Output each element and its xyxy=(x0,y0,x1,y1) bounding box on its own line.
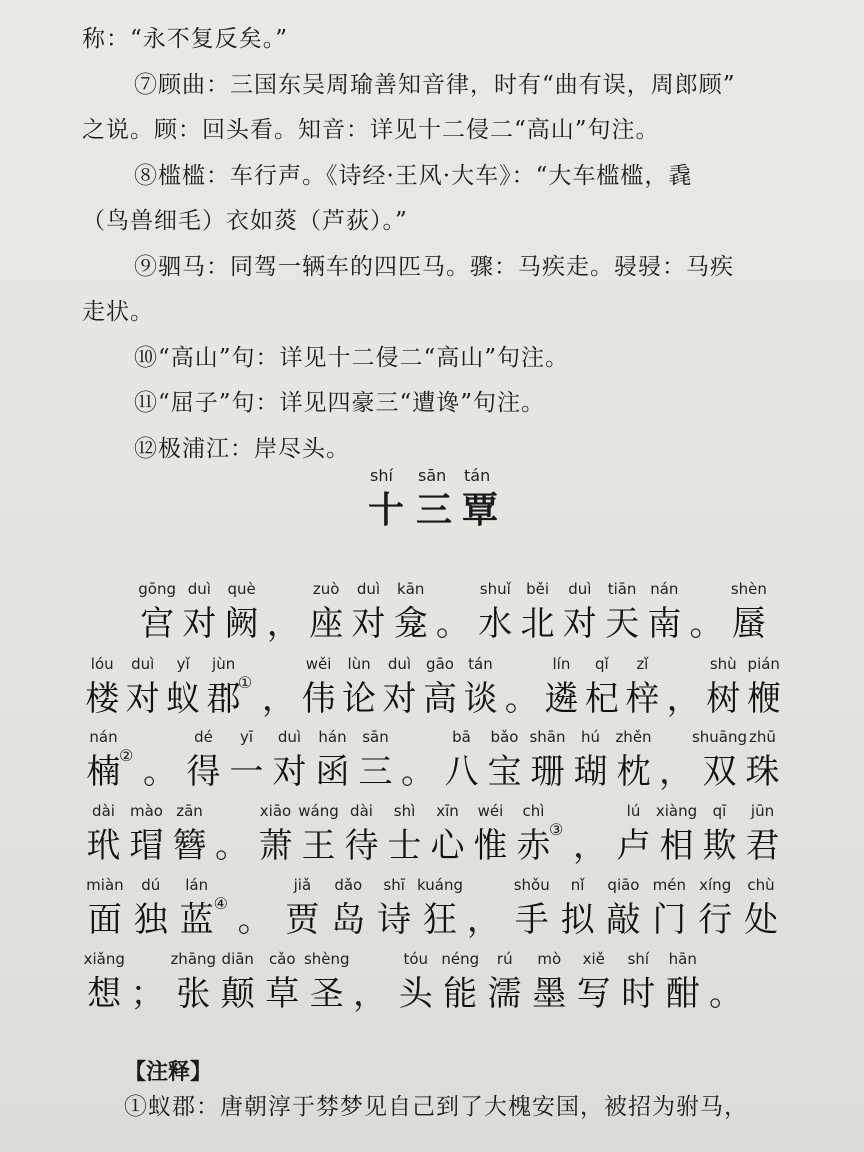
pinyin: què xyxy=(227,580,256,598)
pinyin: kuáng xyxy=(417,876,463,894)
verse-syllable xyxy=(720,580,778,646)
pinyin: wěi xyxy=(305,655,332,673)
hanzi: 君 xyxy=(745,826,780,866)
pinyin: nán xyxy=(89,728,118,746)
pinyin: shī xyxy=(383,876,405,894)
pinyin: xīn xyxy=(436,802,459,820)
pinyin: gāo xyxy=(426,655,454,673)
pinyin: bā xyxy=(452,728,471,746)
pinyin: wéi xyxy=(477,802,504,820)
hanzi: 想 xyxy=(87,974,122,1014)
hanzi: 头 xyxy=(398,974,433,1014)
pinyin: zhāng xyxy=(170,950,217,968)
pinyin: zhū xyxy=(749,728,776,746)
pinyin: shì xyxy=(393,802,416,820)
verse-line xyxy=(0,655,864,727)
footnote-marker: ④ xyxy=(213,894,228,913)
pinyin: mào xyxy=(130,802,163,820)
title-pinyin: sān xyxy=(418,466,447,485)
punctuation: ； xyxy=(130,974,165,1014)
hanzi: 濡 xyxy=(487,974,522,1014)
punctuation: 。 xyxy=(435,604,470,644)
hanzi: 酣 xyxy=(665,974,700,1014)
pinyin: duì xyxy=(387,655,412,673)
note-line: ⑫极浦江：岸尽头。 xyxy=(134,435,350,462)
pinyin: xiàng xyxy=(655,802,698,820)
pinyin: duì xyxy=(568,580,592,598)
verse-syllable xyxy=(213,580,271,646)
hanzi: 郡 xyxy=(206,679,241,719)
hanzi: 得 xyxy=(186,752,221,792)
pinyin: pián xyxy=(747,655,780,673)
verse-syllable xyxy=(347,728,405,794)
pinyin: duì xyxy=(356,580,381,598)
pinyin: hān xyxy=(668,950,697,968)
verse-syllable xyxy=(734,802,792,868)
hanzi: 论 xyxy=(342,679,377,719)
pinyin: jùn xyxy=(212,655,236,673)
hanzi: 遴 xyxy=(544,679,579,719)
punctuation: 。 xyxy=(401,752,435,792)
verse-syllable xyxy=(654,950,712,1016)
pinyin: gōng xyxy=(138,580,176,598)
hanzi: 蓝 xyxy=(179,900,214,940)
pinyin: mò xyxy=(537,950,562,968)
verse-line xyxy=(0,728,864,800)
hanzi: 对 xyxy=(125,679,160,719)
hanzi: 狂 xyxy=(423,900,457,940)
pinyin: lóu xyxy=(90,655,114,673)
hanzi: 对 xyxy=(272,752,307,792)
pinyin: wáng xyxy=(298,802,339,820)
footnote-marker: ① xyxy=(237,673,253,692)
hanzi: 天 xyxy=(605,604,640,644)
verse-line xyxy=(0,876,864,948)
pinyin: tán xyxy=(468,655,493,673)
pinyin: jūn xyxy=(750,802,775,820)
hanzi: 树 xyxy=(706,679,741,719)
pinyin: shuāng xyxy=(691,728,748,746)
verse-line xyxy=(0,802,864,874)
title-pinyin: tán xyxy=(464,466,491,485)
hanzi: 梓 xyxy=(625,679,660,719)
hanzi: 心 xyxy=(430,826,465,866)
verse-syllable xyxy=(734,728,792,794)
pinyin: dài xyxy=(92,802,115,820)
hanzi: 高 xyxy=(423,679,457,719)
pinyin: yī xyxy=(239,728,254,746)
verse-syllable xyxy=(451,655,509,721)
verse-syllable xyxy=(382,580,440,646)
note-line: ⑪“屈子”句：详见四豪三“遭谗”句注。 xyxy=(134,390,546,416)
hanzi: 敲 xyxy=(606,900,641,940)
hanzi: 赤 xyxy=(516,826,551,866)
pinyin: dǎo xyxy=(334,876,363,894)
pinyin: jiǎ xyxy=(293,876,312,894)
hanzi: 处 xyxy=(744,900,779,940)
hanzi: 张 xyxy=(176,974,211,1014)
pinyin: dé xyxy=(194,728,213,746)
hanzi: 函 xyxy=(315,752,350,792)
hanzi: 水 xyxy=(478,604,513,644)
title-character: 覃 xyxy=(462,489,499,531)
note-line: ⑦顾曲：三国东吴周瑜善知音律，时有“曲有误，周郎顾” xyxy=(134,71,736,98)
pinyin: diān xyxy=(221,950,254,968)
note-line: ⑨驷马：同驾一辆车的四匹马。骤：马疾走。骎骎：马疾 xyxy=(134,253,734,280)
punctuation: 。 xyxy=(689,604,724,644)
pinyin: qiāo xyxy=(607,876,640,894)
verse-syllable xyxy=(298,950,356,1016)
pinyin: běi xyxy=(526,580,549,598)
hanzi: 王 xyxy=(301,826,336,866)
pinyin: mén xyxy=(652,876,686,894)
hanzi: 枕 xyxy=(616,752,651,792)
note-line: ①蚁郡：唐朝淳于棼梦见自己到了大槐安国，被招为驸马， xyxy=(124,1094,748,1120)
note-line: （鸟兽细毛）衣如菼（芦荻）。” xyxy=(82,208,408,234)
hanzi: 三 xyxy=(358,752,393,792)
pinyin: lín xyxy=(552,655,571,673)
pinyin: hán xyxy=(318,728,347,746)
pinyin: qī xyxy=(712,802,727,820)
pinyin: shí xyxy=(627,950,649,968)
hanzi: 北 xyxy=(520,604,555,644)
hanzi: 卢 xyxy=(616,826,651,866)
pinyin: xiǎng xyxy=(83,950,125,968)
hanzi: 簪 xyxy=(172,826,207,866)
pinyin: hú xyxy=(580,728,600,746)
punctuation: ， xyxy=(261,679,296,719)
hanzi: 双 xyxy=(702,752,737,792)
note-line: 称：“永不复反矣。” xyxy=(82,26,289,52)
pinyin: shān xyxy=(529,728,566,746)
pinyin: néng xyxy=(441,950,480,968)
punctuation: ， xyxy=(659,752,693,792)
pinyin: dú xyxy=(141,876,161,894)
verse-syllable xyxy=(161,802,219,868)
pinyin: xiě xyxy=(582,950,605,968)
hanzi: 杞 xyxy=(584,679,619,719)
hanzi: 相 xyxy=(659,826,694,866)
hanzi: 对 xyxy=(562,604,597,644)
hanzi: 手 xyxy=(514,900,549,940)
hanzi: 对 xyxy=(351,604,386,644)
verse-syllable xyxy=(735,655,793,721)
pinyin: miàn xyxy=(86,876,124,894)
note-line: ⑩“高山”句：详见十二侵二“高山”句注。 xyxy=(134,344,570,371)
hanzi: 宝 xyxy=(487,752,522,792)
hanzi: 拟 xyxy=(560,900,595,940)
hanzi: 时 xyxy=(621,974,656,1014)
hanzi: 宫 xyxy=(140,604,175,644)
hanzi: 写 xyxy=(576,974,611,1014)
pinyin: duì xyxy=(277,728,302,746)
hanzi: 诗 xyxy=(377,900,412,940)
footnote-marker: ② xyxy=(119,746,134,765)
note-line: 之说。顾：回头看。知音：详见十二侵二“高山”句注。 xyxy=(82,117,660,143)
verse-syllable xyxy=(411,876,469,942)
hanzi: 惟 xyxy=(473,826,508,866)
hanzi: 楼 xyxy=(85,679,120,719)
pinyin: bǎo xyxy=(490,728,519,746)
hanzi: 珠 xyxy=(745,752,780,792)
pinyin: shù xyxy=(709,655,737,673)
punctuation: ， xyxy=(266,604,301,644)
hanzi: 对 xyxy=(182,604,217,644)
hanzi: 八 xyxy=(444,752,479,792)
verse-syllable xyxy=(635,580,693,646)
verse-syllable xyxy=(75,950,133,1016)
punctuation: 。 xyxy=(237,900,272,940)
hanzi: 圣 xyxy=(309,974,344,1014)
pinyin: chì xyxy=(522,802,545,820)
pinyin: duì xyxy=(131,655,155,673)
punctuation: ， xyxy=(466,900,501,940)
verse-line xyxy=(0,580,864,652)
verse-syllable xyxy=(732,876,790,942)
hanzi: 阙 xyxy=(224,604,259,644)
punctuation: ， xyxy=(666,679,701,719)
note-line: ⑧槛槛：车行声。《诗经·王风·大车》：“大车槛槛，毳 xyxy=(134,162,693,189)
pinyin: rú xyxy=(496,950,513,968)
hanzi: 岛 xyxy=(331,900,366,940)
hanzi: 楩 xyxy=(746,679,781,719)
verse-syllable xyxy=(613,655,671,721)
verse-line xyxy=(0,950,864,1022)
title-character: 十 xyxy=(368,489,405,531)
hanzi: 面 xyxy=(87,900,122,940)
hanzi: 对 xyxy=(382,679,417,719)
hanzi: 楠 xyxy=(86,752,121,792)
pinyin: sān xyxy=(362,728,389,746)
title-character: 三 xyxy=(416,489,453,531)
pinyin: duì xyxy=(187,580,211,598)
pinyin: zuò xyxy=(312,580,340,598)
hanzi: 贾 xyxy=(285,900,320,940)
hanzi: 瑚 xyxy=(573,752,608,792)
pinyin: nǐ xyxy=(570,876,585,894)
note-line: 走状。 xyxy=(82,299,154,325)
hanzi: 珊 xyxy=(530,752,565,792)
pinyin: zǐ xyxy=(636,655,649,673)
punctuation: ， xyxy=(573,826,607,866)
footnote-marker: ③ xyxy=(549,820,564,839)
pinyin: tóu xyxy=(403,950,429,968)
pinyin: kān xyxy=(397,580,425,598)
pinyin: cǎo xyxy=(268,950,296,968)
hanzi: 行 xyxy=(698,900,733,940)
hanzi: 南 xyxy=(647,604,682,644)
hanzi: 谈 xyxy=(463,679,498,719)
hanzi: 蚁 xyxy=(166,679,201,719)
hanzi: 独 xyxy=(133,900,168,940)
punctuation: 。 xyxy=(143,752,177,792)
pinyin: zān xyxy=(176,802,203,820)
punctuation: 。 xyxy=(504,679,539,719)
hanzi: 一 xyxy=(229,752,264,792)
punctuation: ， xyxy=(353,974,387,1014)
pinyin: chù xyxy=(747,876,775,894)
hanzi: 颠 xyxy=(220,974,255,1014)
pinyin: zhěn xyxy=(615,728,652,746)
hanzi: 座 xyxy=(309,604,344,644)
pinyin: xíng xyxy=(699,876,732,894)
pinyin: shèng xyxy=(303,950,350,968)
annotation-heading: 【注释】 xyxy=(124,1059,213,1085)
hanzi: 士 xyxy=(387,826,422,866)
pinyin: qǐ xyxy=(595,655,609,673)
pinyin: shǒu xyxy=(513,876,550,894)
hanzi: 玳 xyxy=(86,826,121,866)
pinyin: lú xyxy=(626,802,641,820)
hanzi: 瑁 xyxy=(129,826,164,866)
hanzi: 欺 xyxy=(702,826,737,866)
pinyin: dài xyxy=(350,802,373,820)
hanzi: 伟 xyxy=(301,679,336,719)
hanzi: 龛 xyxy=(393,604,428,644)
verse-syllable xyxy=(605,728,663,794)
pinyin: shuǐ xyxy=(479,580,511,598)
hanzi: 萧 xyxy=(258,826,293,866)
pinyin: shèn xyxy=(730,580,767,598)
pinyin: yǐ xyxy=(176,655,190,673)
pinyin: xiāo xyxy=(259,802,292,820)
pinyin: nán xyxy=(650,580,679,598)
pinyin: tiān xyxy=(607,580,637,598)
punctuation: 。 xyxy=(709,974,743,1014)
pinyin: lán xyxy=(185,876,209,894)
hanzi: 草 xyxy=(265,974,300,1014)
hanzi: 墨 xyxy=(532,974,567,1014)
punctuation: 。 xyxy=(215,826,249,866)
hanzi: 门 xyxy=(652,900,687,940)
hanzi: 能 xyxy=(443,974,478,1014)
hanzi: 蜃 xyxy=(731,604,766,644)
pinyin: lùn xyxy=(347,655,371,673)
hanzi: 待 xyxy=(344,826,379,866)
title-pinyin: shí xyxy=(370,466,393,485)
